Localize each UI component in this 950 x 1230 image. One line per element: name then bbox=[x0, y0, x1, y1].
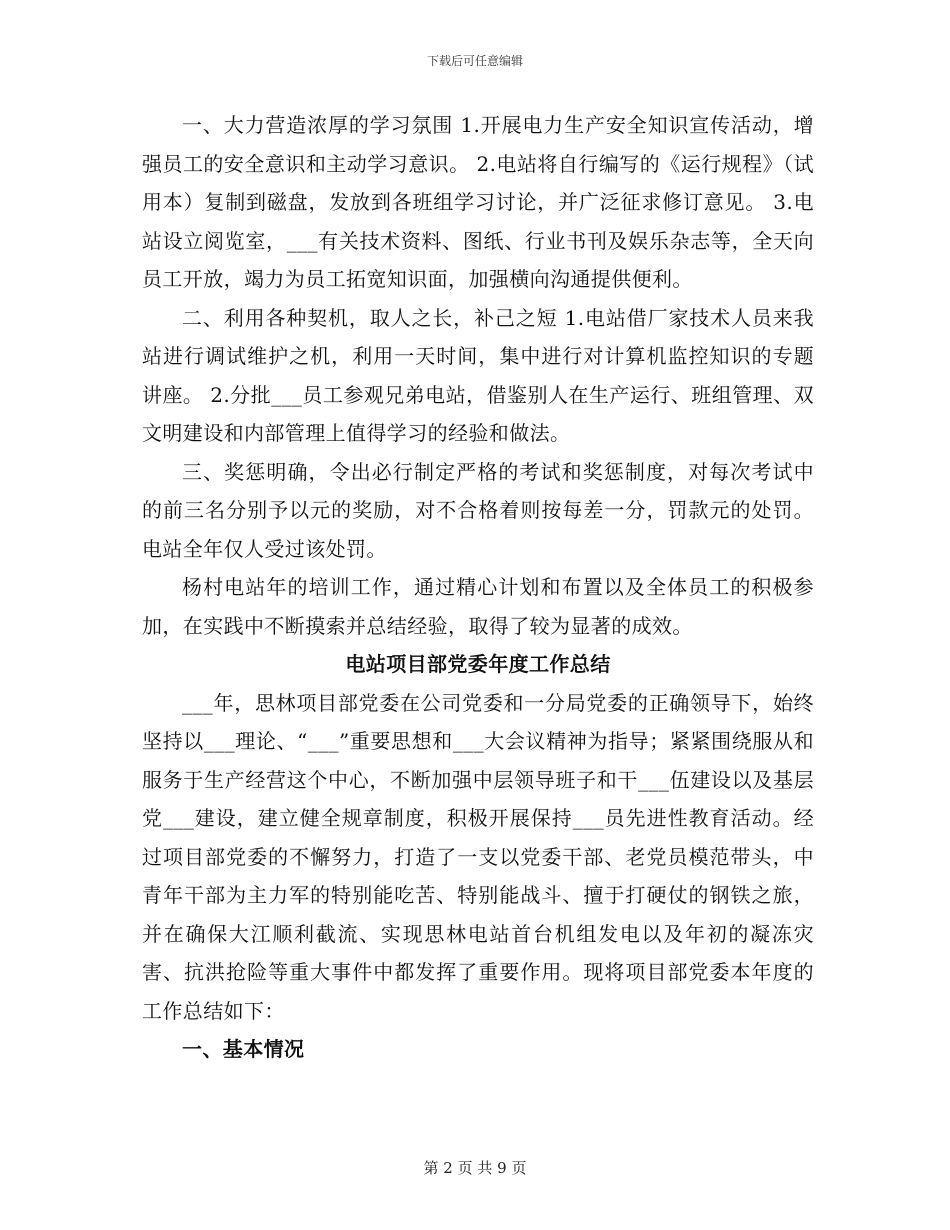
paragraph-party-committee-summary: ___年，思林项目部党委在公司党委和一分局党委的正确领导下，始终坚持以___理论、“___”重要思想和___大会议精神为指导；紧紧围绕服从和服务于生产经营这个中心，不断加强中层领导班子和干___伍建设以及基层党___建设，建立健全规章制度，积极开展保持___员先进性教育活动。经过项目部党委的不懈努力，打造了一支以党委干部、老党员模范带头，中青年干部为主力军的特别能吃苦、特别能战斗、擅于打硬仗的钢铁之旅，并在确保大江顺利截流、实现思林电站首台机组发电以及年初的凝冻灾害、抗洪抢险等重大事件中都发挥了重要作用。现将项目部党委本年度的工作总结如下： bbox=[142, 690, 814, 1023]
paragraph-rewards-penalties: 三、奖惩明确，令出必行制定严格的考试和奖惩制度，对每次考试中的前三名分别予以元的奖励，对不合格着则按每差一分，罚款元的处罚。电站全年仅人受过该处罚。 bbox=[142, 459, 814, 561]
paragraph-learning-atmosphere: 一、大力营造浓厚的学习氛围 1.开展电力生产安全知识宣传活动，增强员工的安全意识和主动学习意识。 2.电站将自行编写的《运行规程》（试用本）复制到磁盘，发放到各班组学习讨论，并广泛征求修订意见。 3.电站设立阅览室，___有关技术资料、图纸、行业书刊及娱乐杂志等，全天向员工开放，竭力为员工拓宽知识面，加强横向沟通提供便利。 bbox=[142, 113, 814, 291]
page-header: 下载后可任意编辑 bbox=[426, 54, 523, 68]
subheading-basic-situation: 一、基本情况 bbox=[182, 1037, 305, 1061]
paragraph-opportunities: 二、利用各种契机，取人之长，补己之短 1.电站借厂家技术人员来我站进行调试维护之机，利用一天时间，集中进行对计算机监控知识的专题讲座。 2.分批___员工参观兄弟电站，借鉴别人在生产运行、班组管理、双文明建设和内部管理上值得学习的经验和做法。 bbox=[142, 305, 814, 445]
paragraph-training-summary: 杨村电站年的培训工作，通过精心计划和布置以及全体员工的积极参加，在实践中不断摸索并总结经验，取得了较为显著的成效。 bbox=[142, 575, 814, 638]
document-body bbox=[142, 106, 814, 1069]
section-title: 电站项目部党委年度工作总结 bbox=[345, 652, 611, 676]
page-footer: 第 2 页 共 9 页 bbox=[423, 1159, 527, 1177]
